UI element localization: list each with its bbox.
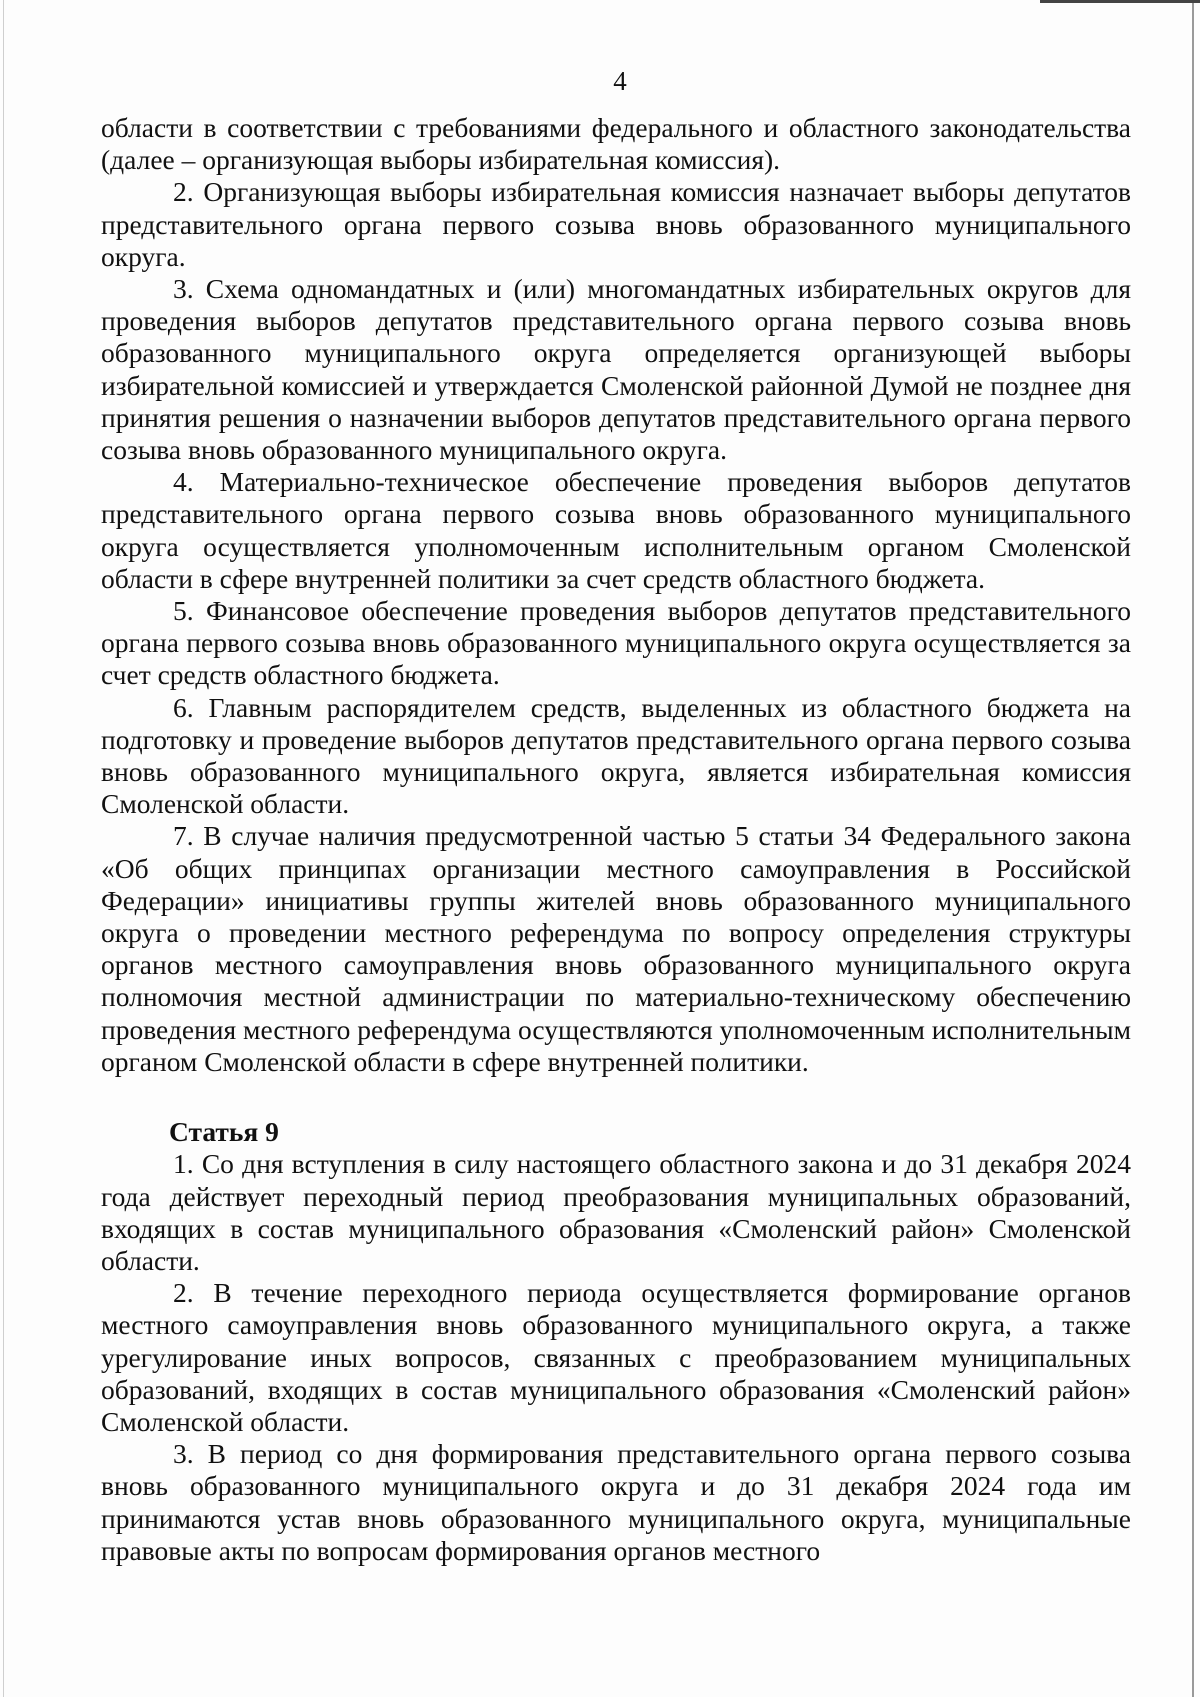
paragraph-item-2: 2. Организующая выборы избирательная комиссия назначает выборы депутатов представительного органа первого созыва вновь образованного муниципального округа.	[101, 176, 1131, 272]
article-paragraph-2: 2. В течение переходного периода осуществляется формирование органов местного самоуправления вновь образованного муниципального округа, а также урегулирование иных вопросов, связанных с преобразованием муниципальных образований, входящих в состав муниципального образования «Смоленский район» Смоленской области.	[101, 1277, 1131, 1437]
document-body	[101, 112, 1131, 1567]
article-heading: Статья 9	[169, 1116, 279, 1148]
page-right-edge	[1192, 0, 1194, 1697]
paragraph-item-7: 7. В случае наличия предусмотренной частью 5 статьи 34 Федерального закона «Об общих принципах организации местного самоуправления в Российской Федерации» инициативы группы жителей вновь образованного муниципального округа о проведении местного референдума по вопросу определения структуры органов местного самоуправления вновь образованного муниципального округа полномочия местной администрации по материально-техническому обеспечению проведения местного референдума осуществляются уполномоченным исполнительным органом Смоленской области в сфере внутренней политики.	[101, 820, 1131, 1077]
paragraph-item-5: 5. Финансовое обеспечение проведения выборов депутатов представительного органа первого созыва вновь образованного муниципального округа осуществляется за счет средств областного бюджета.	[101, 595, 1131, 691]
paragraph-item-4: 4. Материально-техническое обеспечение проведения выборов депутатов представительного органа первого созыва вновь образованного муниципального округа осуществляется уполномоченным исполнительным органом Смоленской области в сфере внутренней политики за счет средств областного бюджета.	[101, 466, 1131, 594]
paragraph-item-3: 3. Схема одномандатных и (или) многомандатных избирательных округов для проведения выборов депутатов представительного органа первого созыва вновь образованного муниципального округа определяется организующей выборы избирательной комиссией и утверждается Смоленской районной Думой не позднее дня принятия решения о назначении выборов депутатов представительного органа первого созыва вновь образованного муниципального округа.	[101, 273, 1131, 466]
article-paragraph-3: 3. В период со дня формирования представительного органа первого созыва вновь образованного муниципального округа и до 31 декабря 2024 года им принимаются устав вновь образованного муниципального округа, муниципальные правовые акты по вопросам формирования органов местного	[101, 1438, 1131, 1566]
paragraph-continuation: области в соответствии с требованиями федерального и областного законодательства (далее – организующая выборы избирательная комиссия).	[101, 112, 1131, 176]
page-left-edge	[3, 0, 4, 1697]
page-number: 4	[613, 66, 627, 96]
paragraph-item-6: 6. Главным распорядителем средств, выделенных из областного бюджета на подготовку и проведение выборов депутатов представительного органа первого созыва вновь образованного муниципального округа, является избирательная комиссия Смоленской области.	[101, 691, 1131, 820]
article-paragraph-1: 1. Со дня вступления в силу настоящего областного закона и до 31 декабря 2024 года действует переходный период преобразования муниципальных образований, входящих в состав муниципального образования «Смоленский район» Смоленской области.	[101, 1148, 1131, 1276]
page-top-edge	[1040, 0, 1200, 3]
